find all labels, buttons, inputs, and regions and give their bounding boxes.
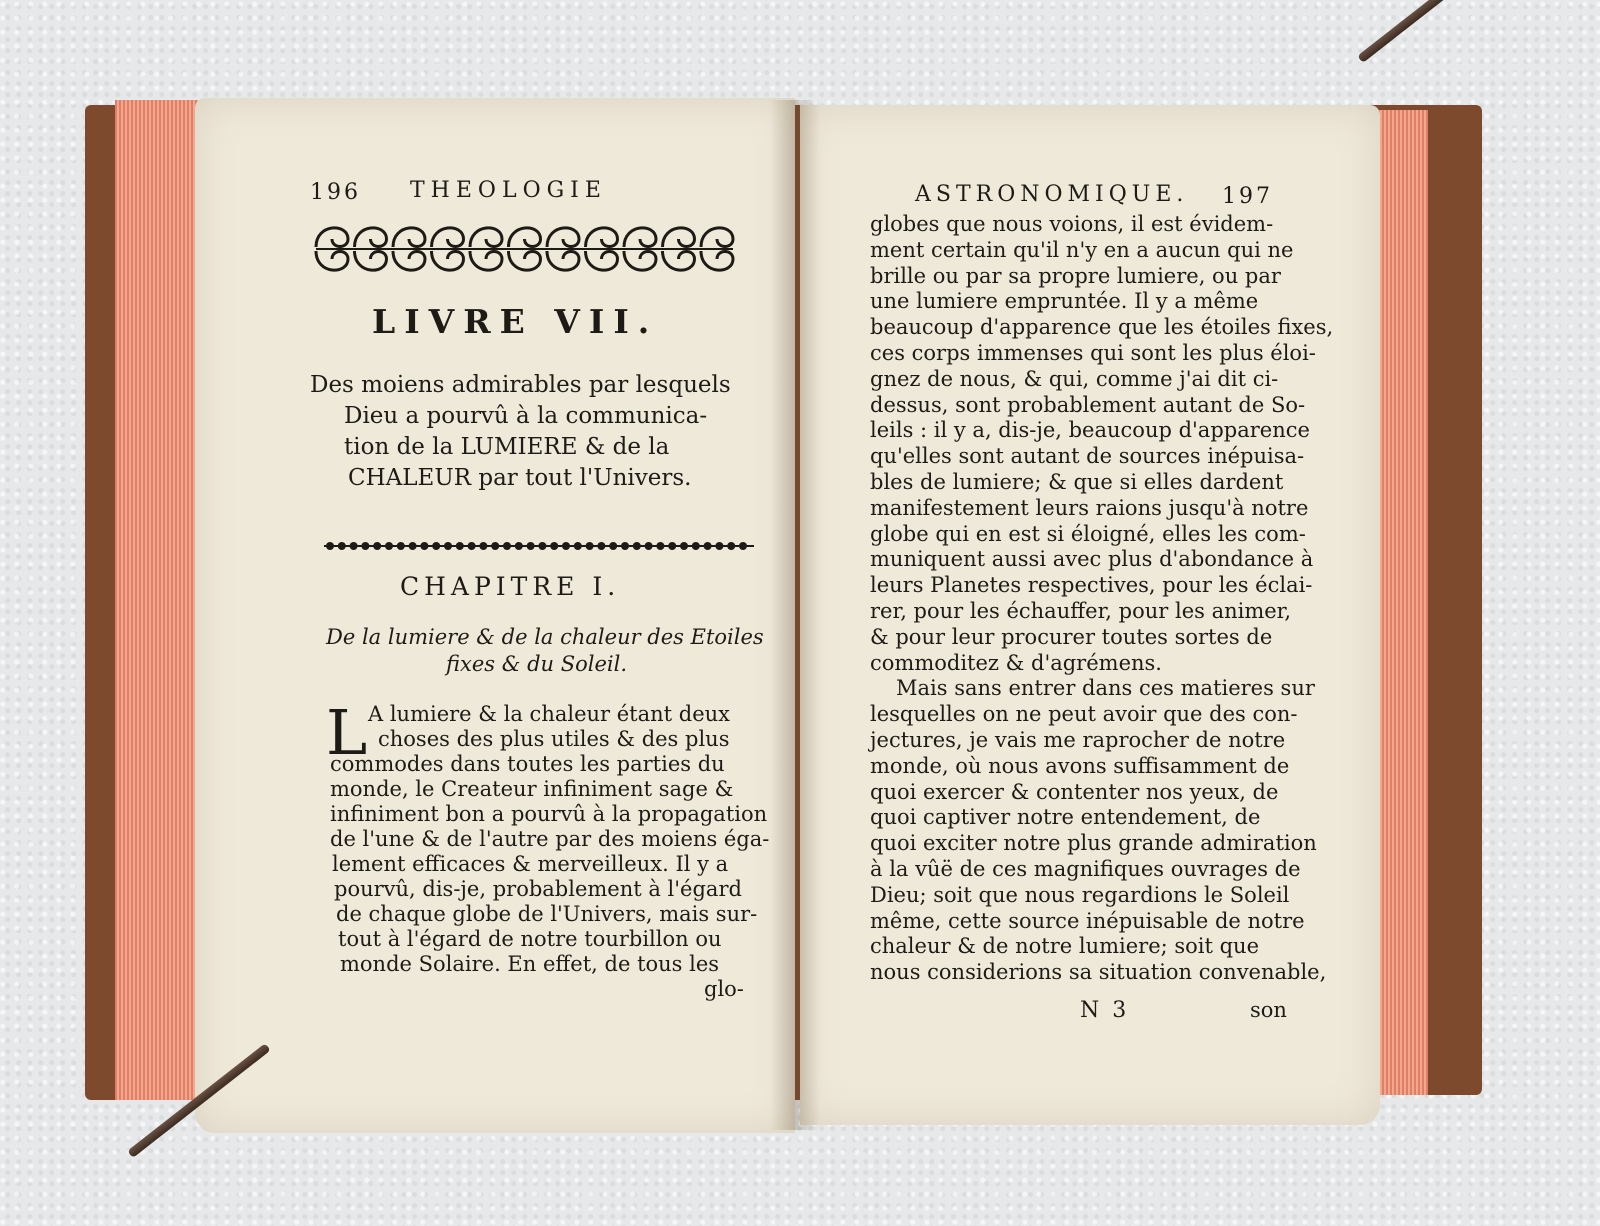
left-body-line: monde Solaire. En effet, de tous les (340, 952, 720, 976)
right-body-line: leils : il y a, dis-je, beaucoup d'apparence (870, 418, 1310, 443)
subtitle-line-4: CHALEUR par tout l'Univers. (348, 465, 692, 491)
right-body-line: nous considerions sa situation convenable, (870, 960, 1327, 985)
subtitle-line-1: Des moiens admirables par lesquels (310, 372, 731, 398)
left-body-line: monde, le Createur infiniment sage & (330, 777, 734, 801)
right-body-line: commoditez & d'agrémens. (870, 650, 1162, 675)
drop-cap: L (326, 696, 368, 769)
left-body-line: tout à l'égard de notre tourbillon ou (338, 927, 722, 951)
chapter-subtitle-line-2: fixes & du Soleil. (446, 652, 628, 676)
right-catchword: son (1250, 998, 1287, 1022)
subtitle-line-2: Dieu a pourvû à la communica- (344, 403, 708, 429)
right-body-line: Mais sans entrer dans ces matieres sur (896, 676, 1315, 701)
right-body-line: quoi captiver notre entendement, de (870, 805, 1261, 830)
right-body-line: qu'elles sont autant de sources inépuisa- (870, 444, 1305, 469)
right-body-line: une lumiere empruntée. Il y a même (870, 289, 1259, 314)
chapter-title: CHAPITRE I. (400, 572, 621, 601)
ornamental-rule (324, 536, 754, 556)
left-body-line: lement efficaces & merveilleux. Il y a (332, 852, 729, 876)
left-body-line: commodes dans toutes les parties du (330, 752, 725, 776)
right-body-line: quoi exercer & contenter nos yeux, de (870, 779, 1279, 804)
chapter-subtitle-line-1: De la lumiere & de la chaleur des Etoiles (326, 625, 764, 649)
right-body-line: même, cette source inépuisable de notre (870, 908, 1305, 933)
right-body-line: ment certain qu'il n'y en a aucun qui ne (870, 237, 1294, 262)
right-body-line: brille ou par sa propre lumiere, ou par (870, 263, 1281, 288)
right-body-line: globe qui en est si éloigné, elles les com- (870, 521, 1306, 546)
subtitle-line-3: tion de la LUMIERE & de la (344, 434, 670, 460)
right-body-line: bles de lumiere; & que si elles dardent (870, 470, 1284, 494)
right-body-line: à la vûë de ces magnifiques ouvrages de (870, 857, 1301, 881)
right-running-head: ASTRONOMIQUE. (915, 182, 1189, 207)
right-body-line: gnez de nous, & qui, comme j'ai dit ci- (870, 366, 1279, 391)
ornament-headpiece (312, 215, 737, 283)
right-body-line: ces corps immenses qui sont les plus éloi- (870, 341, 1316, 365)
right-body-line: dessus, sont probablement autant de So- (870, 392, 1306, 417)
right-body-line: lesquelles on ne peut avoir que des con- (870, 702, 1298, 727)
right-page-number: 197 (1222, 184, 1273, 209)
right-body-line: leurs Planetes respectives, pour les éclai- (870, 573, 1313, 598)
left-body-line: choses des plus utiles & des plus (378, 727, 730, 751)
left-running-head: THEOLOGIE (410, 178, 607, 203)
right-body-line: monde, où nous avons suffisamment de (870, 753, 1290, 778)
right-body-line: chaleur & de notre lumiere; soit que (870, 934, 1260, 959)
left-body-line: de l'une & de l'autre par des moiens éga- (330, 827, 770, 851)
right-body-line: beaucoup d'apparence que les étoiles fixes, (870, 315, 1334, 340)
left-body-line: infiniment bon a pourvû à la propagation (330, 802, 768, 826)
right-body-line: manifestement leurs raions jusqu'à notre (870, 495, 1309, 520)
right-body-line: muniquent aussi avec plus d'abondance à (870, 547, 1314, 572)
signature-mark: N 3 (1080, 998, 1130, 1023)
page-edges-right (1378, 110, 1428, 1095)
left-page-number: 196 (310, 180, 361, 205)
book-gutter (770, 100, 820, 1130)
left-body-line: pourvû, dis-je, probablement à l'égard (334, 877, 742, 901)
right-body-line: globes que nous voions, il est évidem- (870, 212, 1274, 236)
right-body-line: jectures, je vais me raprocher de notre (870, 728, 1286, 752)
right-body-line: & pour leur procurer toutes sortes de (870, 624, 1273, 649)
left-body-line: de chaque globe de l'Univers, mais sur- (336, 902, 758, 926)
right-body-line: quoi exciter notre plus grande admiration (870, 831, 1317, 856)
bookmark-needle-top (1357, 0, 1544, 63)
left-catchword: glo- (704, 977, 744, 1001)
right-body-line: rer, pour les échauffer, pour les animer, (870, 599, 1292, 623)
left-body-line: A lumiere & la chaleur étant deux (368, 702, 731, 726)
right-body-line: Dieu; soit que nous regardions le Soleil (870, 882, 1290, 907)
book-title: LIVRE VII. (372, 302, 659, 341)
